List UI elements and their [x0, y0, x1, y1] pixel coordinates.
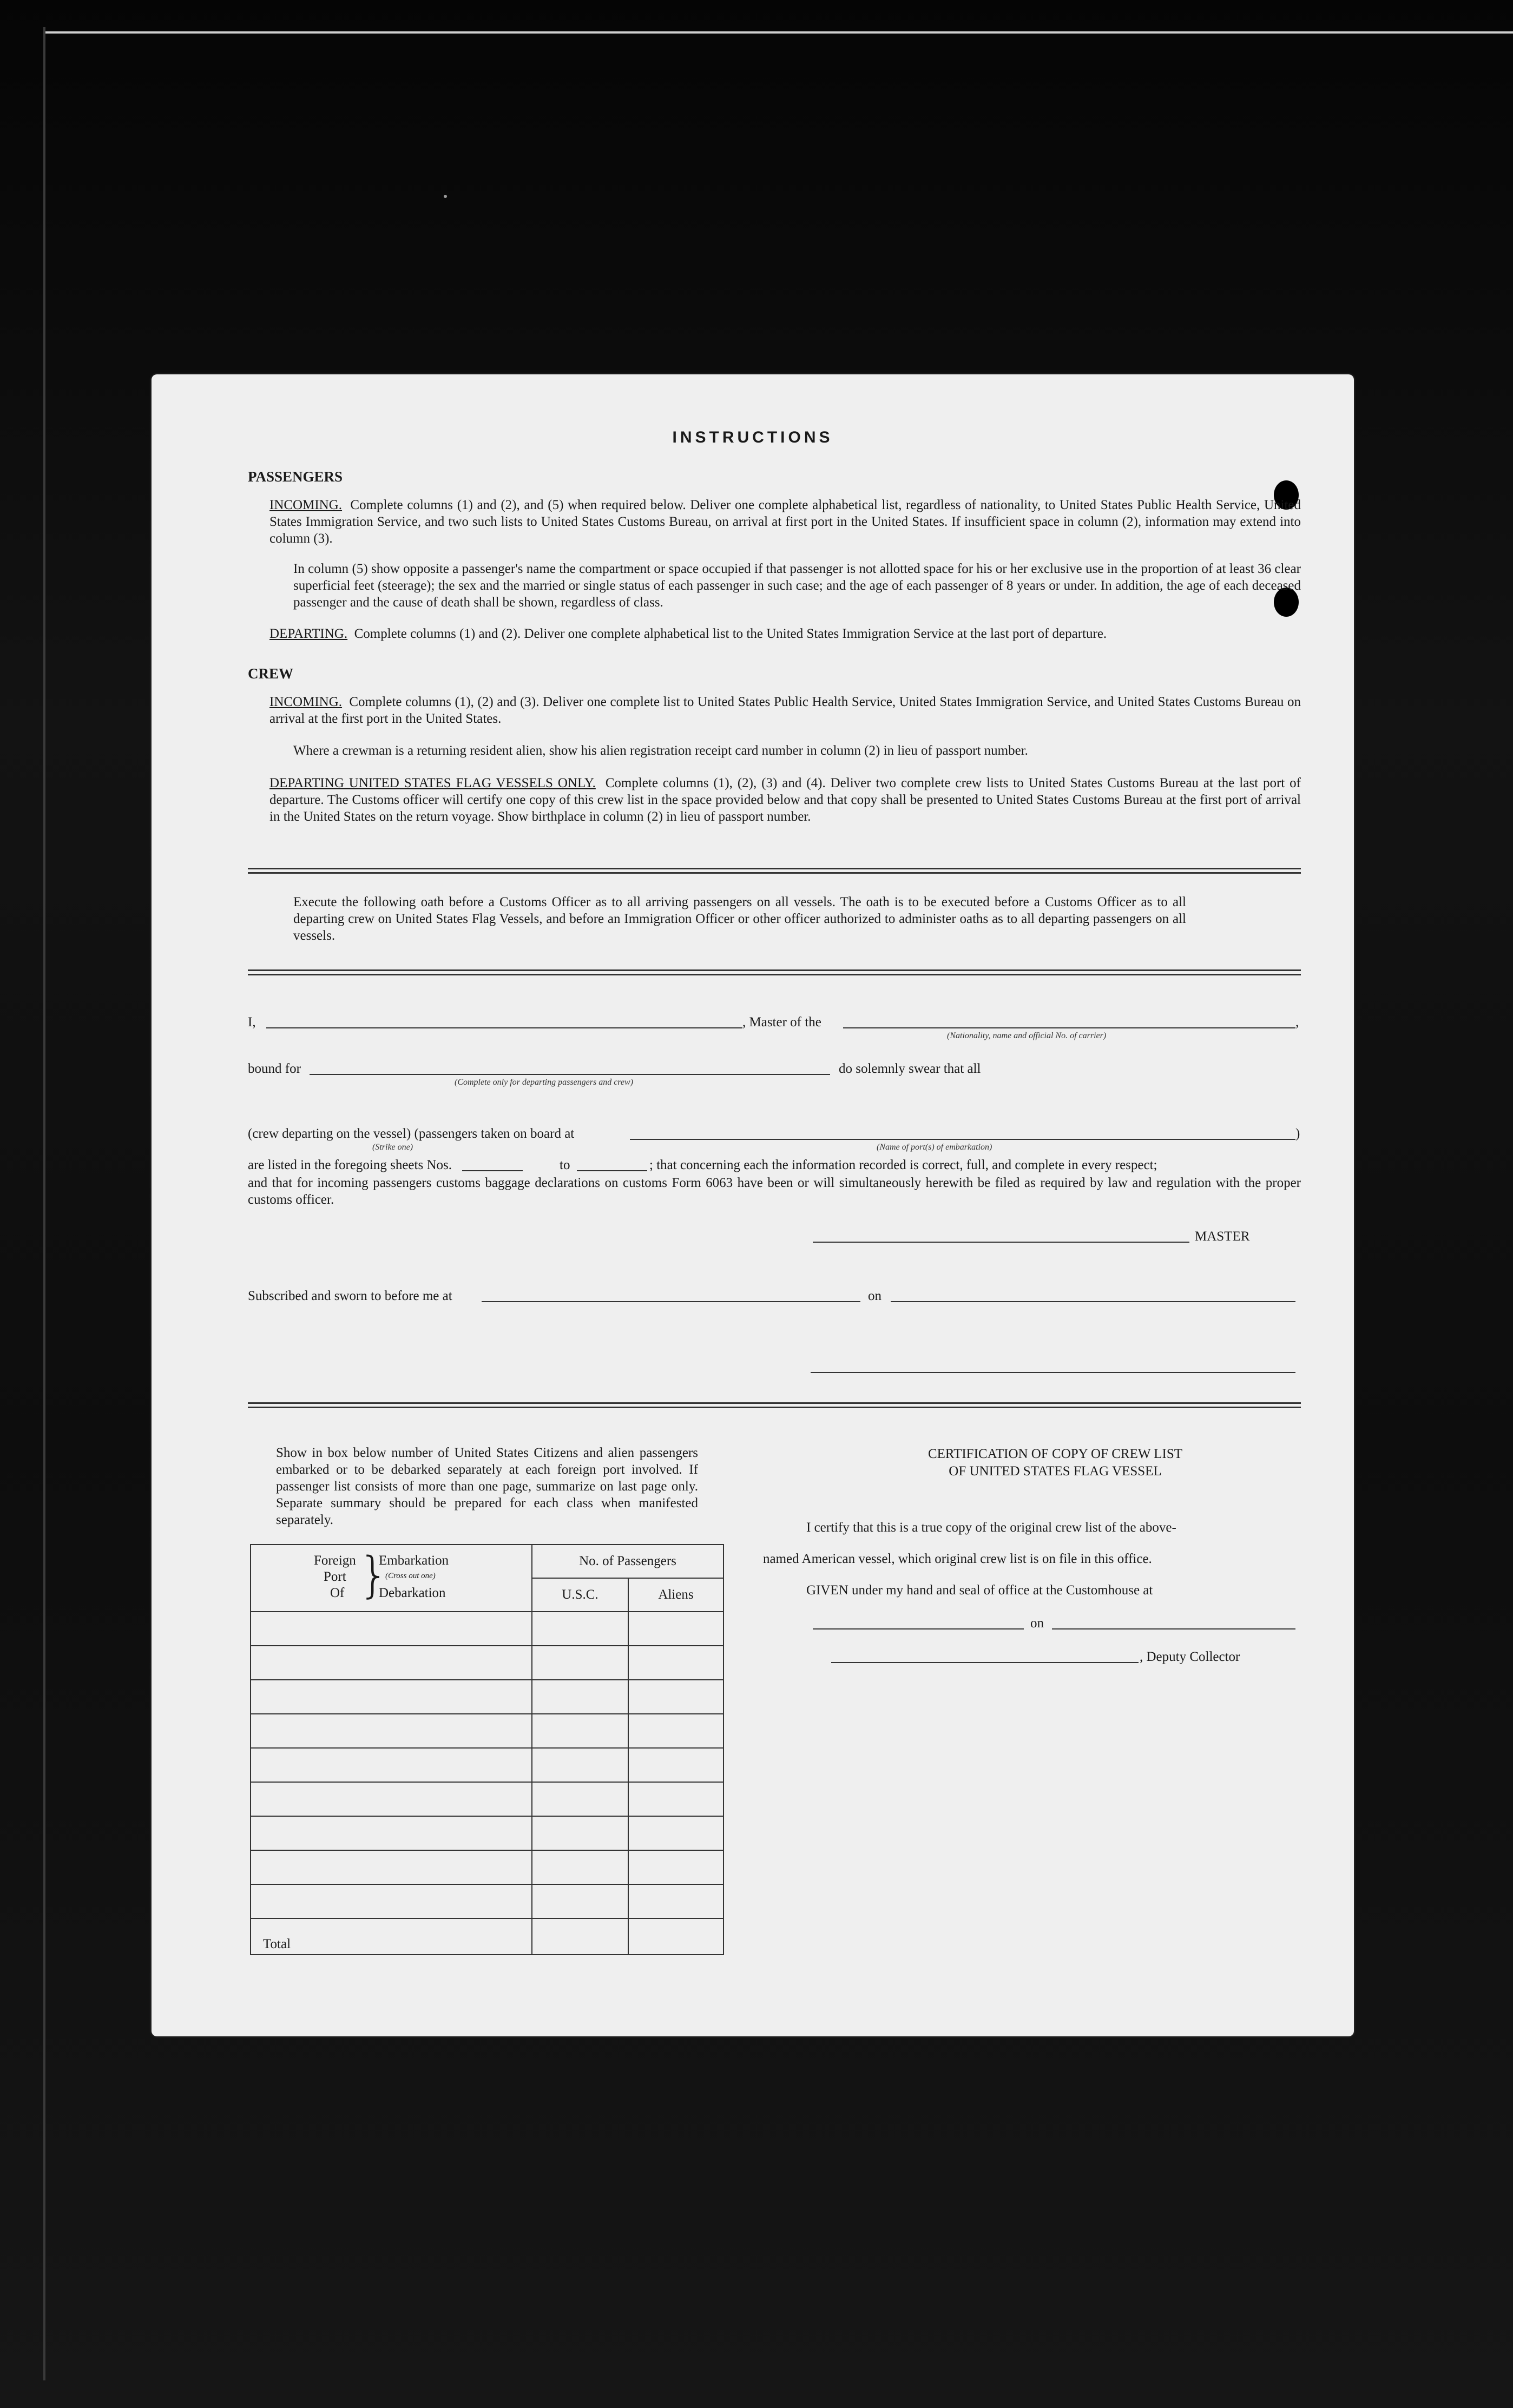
departing-text: Complete columns (1) and (2). Deliver one complete alphabetical list to the United States Immigration Service at the last port of departure. [354, 626, 1107, 641]
passengers-departing-paragraph [269, 625, 1301, 642]
usc-cell[interactable] [532, 1680, 628, 1714]
master-name-field[interactable] [266, 1027, 742, 1028]
embarkation-label: Embarkation [379, 1553, 449, 1568]
brace-icon: } [358, 1546, 390, 1604]
on-label: on [1030, 1616, 1044, 1631]
table-row [251, 1884, 723, 1918]
baggage-declaration-text: and that for incoming passengers customs baggage declarations on customs Form 6063 have been or will simultaneously herewith be filed as required by law and regulation with the proper customs officer. [248, 1176, 1301, 1207]
film-edge-line [43, 27, 45, 2380]
port-cell[interactable] [251, 1816, 532, 1850]
destination-field[interactable] [310, 1074, 830, 1075]
carrier-hint: (Nationality, name and official No. of carrier) [947, 1031, 1107, 1040]
of-label: Of [330, 1585, 345, 1600]
passenger-summary-table [250, 1544, 724, 1955]
crew-incoming-paragraph [269, 694, 1301, 727]
port-cell[interactable] [251, 1646, 532, 1680]
close-paren: ) [1295, 1126, 1300, 1141]
incoming-text: Complete columns (1), (2) and (3). Deliver one complete list to United States Public Health Service, United States Immigration Service, and United States Customs Bureau on arrival at the first port in the United States. [269, 695, 1301, 726]
port-cell[interactable] [251, 1850, 532, 1884]
carrier-field[interactable] [843, 1027, 1295, 1028]
usc-cell[interactable] [532, 1612, 628, 1646]
master-of-label: , Master of the [742, 1015, 821, 1030]
port-cell[interactable] [251, 1748, 532, 1782]
summary-instruction: Show in box below number of United States Citizens and alien passengers embarked or to be debarked separately at each foreign port involved. If passenger list consists of more than one page, summarize on last page only. Separate summary should be prepared for each class when manifested separately. [276, 1446, 698, 1527]
aliens-cell[interactable] [628, 1680, 723, 1714]
debarkation-label: Debarkation [379, 1585, 446, 1600]
certify-line-1: I certify that this is a true copy of the original crew list of the above- [806, 1520, 1176, 1535]
form-sheet [152, 374, 1354, 2036]
port-header-cell [251, 1545, 532, 1612]
passengers-incoming-paragraph [269, 497, 1301, 547]
departing-label: DEPARTING. [269, 626, 348, 641]
swear-label: do solemnly swear that all [839, 1061, 981, 1076]
double-rule [248, 969, 1301, 971]
table-row [251, 1782, 723, 1816]
table-row [251, 1816, 723, 1850]
resident-alien-paragraph: Where a crewman is a returning resident alien, show his alien registration receipt card number in column (2) in lieu of passport number. [293, 743, 1028, 758]
aliens-cell[interactable] [628, 1782, 723, 1816]
sheet-to-field[interactable] [577, 1170, 647, 1171]
incoming-label: INCOMING. [269, 498, 343, 512]
table-row [251, 1850, 723, 1884]
usc-cell[interactable] [532, 1850, 628, 1884]
usc-cell[interactable] [532, 1714, 628, 1748]
subscribed-label: Subscribed and sworn to before me at [248, 1289, 452, 1303]
comma: , [1295, 1015, 1299, 1030]
aliens-cell[interactable] [628, 1612, 723, 1646]
certification-title-1: CERTIFICATION OF COPY OF CREW LIST [927, 1447, 1183, 1461]
bound-for-label: bound for [248, 1061, 301, 1076]
film-edge-line [43, 31, 1513, 34]
aliens-header: Aliens [628, 1578, 723, 1612]
no-passengers-header: No. of Passengers [532, 1545, 723, 1578]
aliens-total-cell[interactable] [628, 1918, 723, 1955]
departing-label: DEPARTING UNITED STATES FLAG VESSELS ONLY. [269, 776, 596, 790]
double-rule [248, 1402, 1301, 1404]
crew-passengers-label: (crew departing on the vessel) (passengers taken on board at [248, 1126, 575, 1141]
aliens-cell[interactable] [628, 1884, 723, 1918]
oath-i-label: I, [248, 1015, 256, 1030]
port-cell[interactable] [251, 1612, 532, 1646]
aliens-cell[interactable] [628, 1646, 723, 1680]
usc-cell[interactable] [532, 1782, 628, 1816]
table-row [251, 1612, 723, 1646]
dust-speck [444, 195, 447, 198]
table-row [251, 1714, 723, 1748]
port-cell[interactable] [251, 1884, 532, 1918]
usc-cell[interactable] [532, 1748, 628, 1782]
usc-cell[interactable] [532, 1816, 628, 1850]
incoming-label: INCOMING. [269, 695, 343, 709]
aliens-cell[interactable] [628, 1714, 723, 1748]
incoming-text: Complete columns (1) and (2), and (5) when required below. Deliver one complete alphabetical list, regardless of nationality, to United States Public Health Service, United States Immigration Service, and two such lists to United States Customs Bureau, on arrival at first port in the United States. If insufficient space in column (2), information may extend into column (3). [269, 498, 1301, 546]
master-label: MASTER [1195, 1229, 1250, 1244]
usc-total-cell[interactable] [532, 1918, 628, 1955]
table-row [251, 1748, 723, 1782]
table-row [251, 1646, 723, 1680]
correctness-text: ; that concerning each the information recorded is correct, full, and complete in every respect; [649, 1158, 1157, 1172]
officer-signature-field[interactable] [811, 1372, 1295, 1373]
double-rule [248, 872, 1301, 874]
aliens-cell[interactable] [628, 1850, 723, 1884]
sworn-place-field[interactable] [482, 1301, 860, 1302]
sheets-label: are listed in the foregoing sheets Nos. [248, 1158, 452, 1172]
sworn-date-field[interactable] [891, 1301, 1295, 1302]
double-rule [248, 868, 1301, 869]
crew-departing-paragraph [269, 775, 1301, 825]
aliens-cell[interactable] [628, 1748, 723, 1782]
certification-title-2: OF UNITED STATES FLAG VESSEL [949, 1464, 1162, 1479]
passengers-heading: PASSENGERS [248, 469, 343, 485]
oath-instruction-paragraph: Execute the following oath before a Customs Officer as to all arriving passengers on all vessels. The oath is to be executed before a Customs Officer as to all departing crew on United States Flag Vessels, and before an Immigration Officer or other officer authorized to administer oaths as to all departing passengers on all vessels. [293, 895, 1186, 943]
column5-paragraph: In column (5) show opposite a passenger's name the compartment or space occupied if that passenger is not allotted space for his or her exclusive use in the proportion of at least 36 clear superficial feet (steerage); the sex and the married or single status of each passenger in such case; and the age of each passenger of 8 years or under. In addition, the age of each deceased passenger and the cause of death shall be shown, regardless of class. [293, 562, 1301, 610]
sheet-from-field[interactable] [462, 1170, 523, 1171]
on-label: on [868, 1289, 882, 1303]
given-label: GIVEN under my hand and seal of office at the Customhouse at [806, 1583, 1153, 1598]
certify-line-2: named American vessel, which original crew list is on file in this office. [763, 1552, 1152, 1566]
port-cell[interactable] [251, 1714, 532, 1748]
to-label: to [560, 1158, 570, 1172]
ports-hint: (Name of port(s) of embarkation) [877, 1143, 992, 1152]
foreign-label: Foreign [314, 1553, 356, 1568]
customhouse-field[interactable] [813, 1628, 1024, 1629]
usc-cell[interactable] [532, 1646, 628, 1680]
strike-one-hint: (Strike one) [372, 1143, 413, 1152]
usc-header: U.S.C. [532, 1578, 628, 1612]
total-row [251, 1918, 723, 1955]
master-signature-field[interactable] [813, 1242, 1189, 1243]
port-label: Port [324, 1569, 346, 1584]
bound-hint: (Complete only for departing passengers and crew) [455, 1078, 634, 1087]
total-label: Total [251, 1918, 532, 1955]
aliens-cell[interactable] [628, 1816, 723, 1850]
cross-out-hint: (Cross out one) [385, 1571, 436, 1580]
double-rule [248, 1407, 1301, 1408]
double-rule [248, 974, 1301, 975]
departing-text: Complete columns (1), (2), (3) and (4). Deliver two complete crew lists to United States Customs Bureau at the last port of departure. The Customs officer will certify one copy of this crew list in the space provided below and that copy shall be presented to United States Customs Bureau at the first port of arrival in the United States on the return voyage. Show birthplace in column (2) in lieu of passport number. [269, 776, 1301, 824]
usc-cell[interactable] [532, 1884, 628, 1918]
table-header-row [251, 1545, 723, 1578]
port-cell[interactable] [251, 1782, 532, 1816]
table-row [251, 1680, 723, 1714]
deputy-signature-field[interactable] [831, 1662, 1139, 1663]
port-cell[interactable] [251, 1680, 532, 1714]
crew-heading: CREW [248, 665, 294, 682]
deputy-collector-label: , Deputy Collector [1140, 1650, 1240, 1664]
certification-date-field[interactable] [1052, 1628, 1295, 1629]
instructions-title: INSTRUCTIONS [672, 428, 833, 446]
embarkation-ports-field[interactable] [630, 1139, 1295, 1140]
